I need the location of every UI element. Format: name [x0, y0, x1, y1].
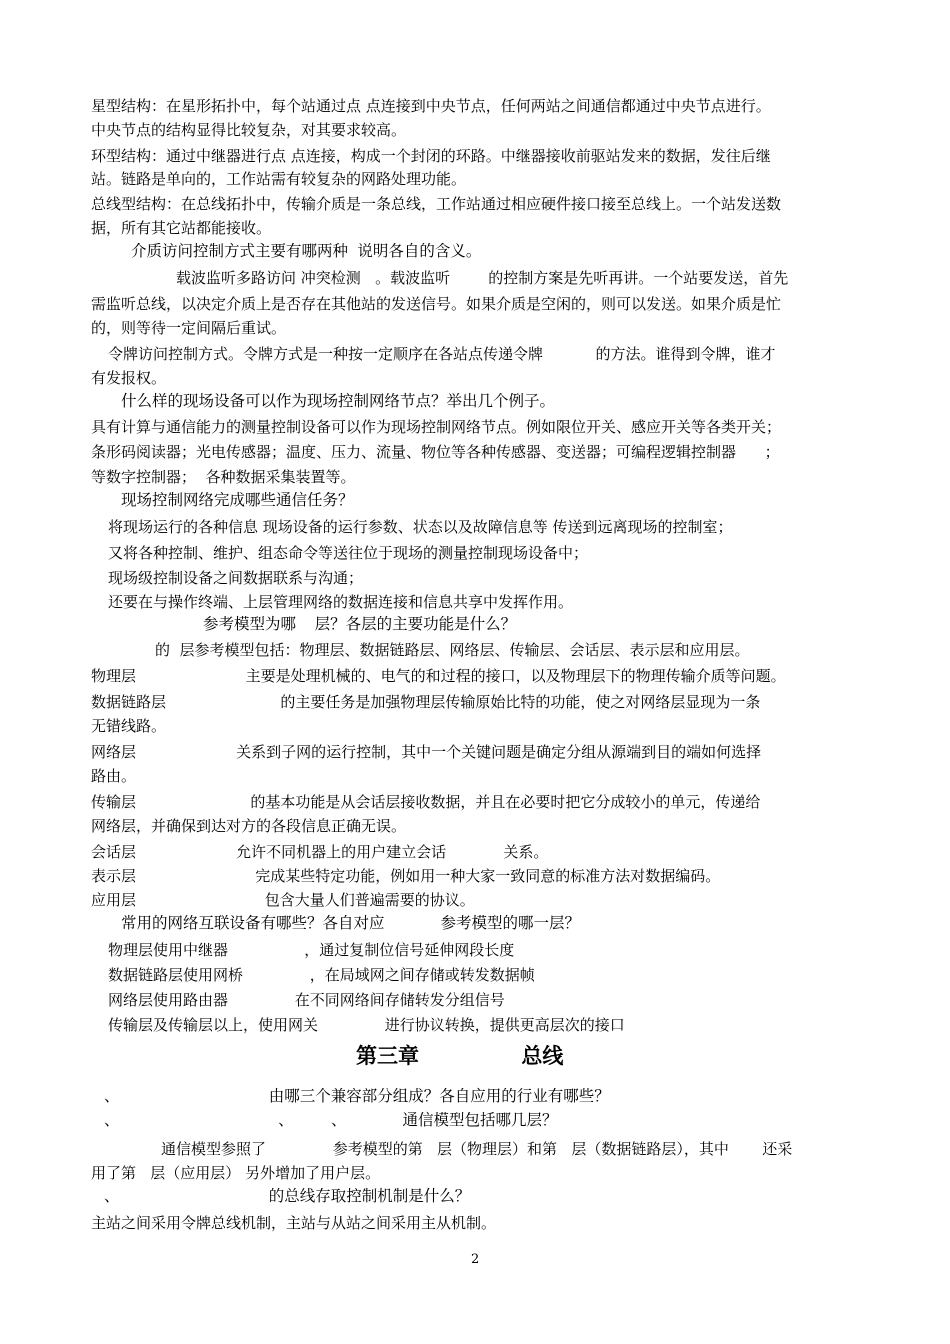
paragraph-line: 传输层 的基本功能是从会话层接收数据，并且在必要时把它分成较小的单元，传递给 [91, 793, 761, 811]
page-number: 2 [471, 1252, 480, 1267]
paragraph-line: 数据链路层 的主要任务是加强物理层传输原始比特的功能，使之对网络层显现为一条 [91, 693, 761, 711]
paragraph-line: 网络层，并确保到达对方的各段信息正确无误。 [91, 817, 407, 835]
paragraph-line: 还要在与操作终端、上层管理网络的数据连接和信息共享中发挥作用。 [108, 593, 574, 611]
question-heading: 现场控制网络完成哪些通信任务？ [121, 491, 354, 509]
paragraph-line: 通信模型参照了 参考模型的第 层（物理层）和第 层（数据链路层），其中 还采 [161, 1140, 793, 1158]
paragraph-line: 物理层使用中继器 ，通过复制位信号延伸网段长度 [108, 941, 515, 959]
paragraph-line: 星型结构：在星形拓扑中，每个站通过点 点连接到中央节点，任何两站之间通信都通过中央节点进行。 [91, 97, 771, 115]
paragraph-line: 总线型结构：在总线拓扑中，传输介质是一条总线，工作站通过相应硬件接口接至总线上。一个站发送数 [91, 195, 782, 213]
paragraph-line: 中央节点的结构显得比较复杂，对其要求较高。 [91, 121, 407, 139]
paragraph-line: 传输层及传输层以上，使用网关 进行协议转换，提供更高层次的接口 [108, 1016, 625, 1034]
paragraph-line: 表示层 完成某些特定功能，例如用一种大家一致同意的标准方法对数据编码。 [91, 867, 721, 885]
paragraph-line: 又将各种控制、维护、组态命令等送往位于现场的测量控制现场设备中； [108, 544, 589, 562]
paragraph-line: 据，所有其它站都能接收。 [91, 219, 272, 237]
paragraph-line: 现场级控制设备之间数据联系与沟通； [108, 569, 364, 587]
question-heading: 、 由哪三个兼容部分组成？各自应用的行业有哪些？ [104, 1087, 610, 1105]
paragraph-line: 条形码阅读器；光电传感器；温度、压力、流量、物位等各种传感器、变送器；可编程逻辑控制器 ； [91, 443, 780, 461]
paragraph-line: 环型结构：通过中继器进行点 点连接，构成一个封闭的环路。中继器接收前驱站发来的数据，发往后继 [91, 147, 771, 165]
question-heading: 参考模型为哪 层？各层的主要功能是什么？ [203, 615, 517, 633]
chapter-title: 第三章 总线 [356, 1043, 564, 1068]
paragraph-line: 物理层 主要是处理机械的、电气的和过程的接口，以及物理层下的物理传输介质等问题。 [91, 667, 786, 685]
paragraph-line: 应用层 包含大量人们普遍需要的协议。 [91, 891, 475, 909]
paragraph-line: 数据链路层使用网桥 ，在局域网之间存储或转发数据帧 [108, 966, 535, 984]
question-heading: 、 的总线存取控制机制是什么？ [104, 1187, 471, 1205]
paragraph-line: 的，则等待一定间隔后重试。 [91, 319, 287, 337]
paragraph-line: 具有计算与通信能力的测量控制设备可以作为现场控制网络节点。例如限位开关、感应开关等各类开关； [91, 418, 782, 436]
paragraph-line: 有发报权。 [91, 369, 167, 387]
paragraph-line: 载波监听多路访问 冲突检测 。载波监听 的控制方案是先听再讲。一个站要发送，首先 [176, 269, 789, 287]
paragraph-line: 无错线路。 [91, 717, 167, 735]
question-heading: 介质访问控制方式主要有哪两种 说明各自的含义。 [131, 242, 482, 260]
paragraph-line: 网络层 关系到子网的运行控制，其中一个关键问题是确定分组从源端到目的端如何选择 [91, 743, 762, 761]
paragraph-line: 令牌访问控制方式。令牌方式是一种按一定顺序在各站点传递令牌 的方法。谁得到令牌，谁才 [108, 345, 776, 363]
paragraph-line: 需监听总线，以决定介质上是否存在其他站的发送信号。如果介质是空闲的，则可以发送。如果介质是忙 [91, 295, 782, 313]
question-heading: 常用的网络互联设备有哪些？各自对应 参考模型的哪一层？ [121, 914, 580, 932]
paragraph-line: 等数字控制器； 各种数据采集装置等。 [91, 468, 356, 486]
paragraph-line: 用了第 层（应用层） 另外增加了用户层。 [91, 1164, 381, 1182]
paragraph-line: 主站之间采用令牌总线机制，主站与从站之间采用主从机制。 [91, 1214, 497, 1232]
paragraph-line: 的 层参考模型包括：物理层、数据链路层、网络层、传输层、会话层、表示层和应用层。 [155, 641, 750, 659]
question-heading: 什么样的现场设备可以作为现场控制网络节点？举出几个例子。 [121, 392, 556, 410]
paragraph-line: 网络层使用路由器 在不同网络间存储转发分组信号 [108, 991, 505, 1009]
paragraph-line: 路由。 [91, 767, 137, 785]
paragraph-line: 会话层 允许不同机器上的用户建立会话 关系。 [91, 843, 549, 861]
question-heading: 、 、 、 通信模型包括哪几层？ [104, 1111, 558, 1129]
paragraph-line: 站。链路是单向的，工作站需有较复杂的网路处理功能。 [91, 170, 467, 188]
paragraph-line: 将现场运行的各种信息 现场设备的运行参数、状态以及故障信息等 传送到远离现场的控制室； [108, 518, 733, 536]
